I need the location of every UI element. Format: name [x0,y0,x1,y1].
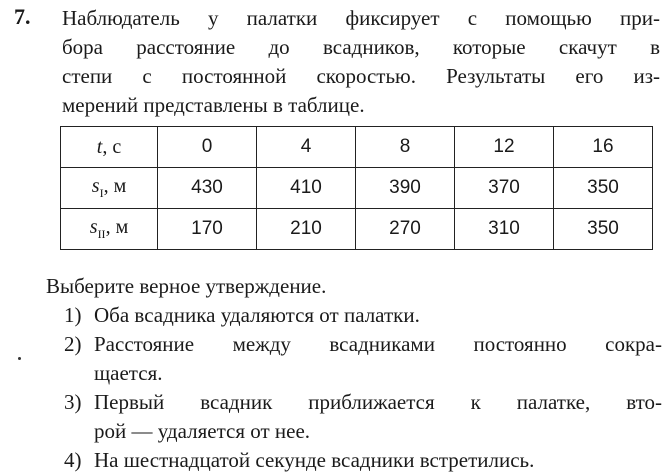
table-cell: 390 [356,168,455,209]
option-text: Оба всадника удаляются от палатки. [94,303,420,327]
answer-option-1 [64,301,662,330]
row-header-s2: $s_{II}$, м [61,209,158,250]
table-cell: 12 [455,127,554,168]
option-label: 3) [64,390,82,414]
option-text: Первый всадник приближается к палатке, вто- [94,390,662,414]
table-cell: 310 [455,209,554,250]
table-cell: 210 [257,209,356,250]
table-cell: 350 [554,209,653,250]
answer-option-2 [64,330,662,388]
answer-option-4 [64,446,662,475]
row-header-s1: $s_I$, м [61,168,158,209]
table-row-s1 [61,168,653,209]
option-text: На шестнадцатой секунде всадники встретились. [94,448,535,472]
problem-text [62,4,660,120]
problem-line: мерений представлены в таблице. [62,93,365,117]
print-speck [18,357,21,360]
table-row-s2 [61,209,653,250]
option-label: 4) [64,448,82,472]
table-cell: 370 [455,168,554,209]
table-cell: 350 [554,168,653,209]
problem-number: 7. [14,4,31,29]
option-text: рой — удаляется от нее. [94,419,311,443]
table-cell: 270 [356,209,455,250]
option-text: Расстояние между всадниками постоянно сокра- [94,332,662,356]
option-text: щается. [94,361,163,385]
table-cell: 170 [158,209,257,250]
table-cell: 430 [158,168,257,209]
question-block [46,272,662,475]
answer-option-3 [64,388,662,446]
table-cell: 410 [257,168,356,209]
measurements-table [60,126,653,250]
table-cell: 0 [158,127,257,168]
option-label: 2) [64,332,82,356]
table-cell: 8 [356,127,455,168]
row-header-time: t, с [61,127,158,168]
question-prompt: Выберите верное утверждение. [46,274,327,298]
table-cell: 16 [554,127,653,168]
problem-line: степи с постоянной скоростью. Результаты его из- [62,64,660,88]
option-label: 1) [64,303,82,327]
table-row-time [61,127,653,168]
problem-line: бора расстояние до всадников, которые скачут в [62,35,660,59]
table-cell: 4 [257,127,356,168]
problem-line: Наблюдатель у палатки фиксирует с помощью при- [62,6,660,30]
